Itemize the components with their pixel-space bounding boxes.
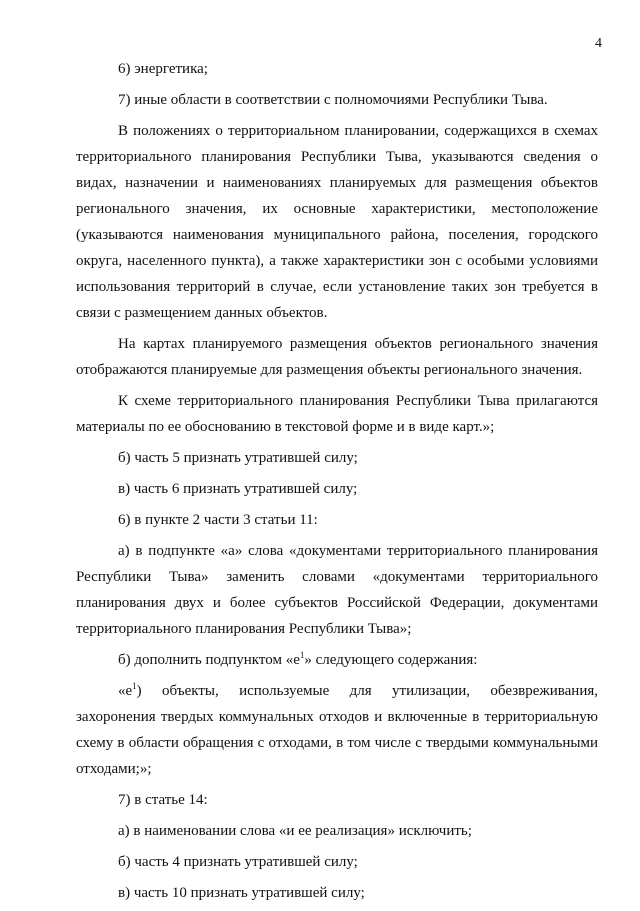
paragraph-scheme-materials: К схеме территориального планирования Республики Тыва прилагаются материалы по ее обоснованию в текстовой форме и в виде карт.»; [76,393,598,435]
paragraph-supplement [76,647,598,673]
paragraph-part-5: б) часть 5 признать утратившей силу; [118,450,358,466]
supplement-prefix: б) дополнить подпунктом «е [118,652,300,668]
page-number: 4 [595,36,602,51]
supplement-suffix: » следующего содержания: [304,652,478,668]
paragraph-title-words: а) в наименовании слова «и ее реализация» исключить; [118,823,472,839]
paragraph-other-areas: 7) иные области в соответствии с полномочиями Республики Тыва. [118,92,548,108]
paragraph-part-10: в) часть 10 признать утратившей силу; [118,885,365,901]
paragraph-quote [76,678,598,782]
quote-superscript: 1 [132,681,137,691]
paragraph-territorial-provisions: В положениях о территориальном планировании, содержащихся в схемах территориального планирования Республики Тыва, указываются сведения о видах, назначении и наименованиях планируемых для размещения объектов регионального значения, их основные характеристики, местоположение (указываются наименования муниципального района, поселения, городского округа, населенного пункта), а также характеристики зон с особыми условиями использования территорий в случае, если установление таких зон требуется в связи с размещением данных объектов. [76,123,598,321]
paragraph-maps: На картах планируемого размещения объектов регионального значения отображаются планируемые для размещения объекты регионального значения. [76,336,598,378]
supplement-superscript: 1 [299,650,305,660]
quote-prefix: «е [118,683,133,699]
document-body [76,56,598,911]
paragraph-article-11: 6) в пункте 2 части 3 статьи 11: [118,512,318,528]
paragraph-part-6: в) часть 6 признать утратившей силу; [118,481,358,497]
paragraph-energy: 6) энергетика; [118,61,208,77]
paragraph-subclause-a: а) в подпункте «а» слова «документами территориального планирования Республики Тыва» заменить словами «документами территориального планирования двух и более субъектов Российской Федерации, документами территориального планирования Республики Тыва»; [76,543,598,637]
paragraph-part-4: б) часть 4 признать утратившей силу; [118,854,358,870]
quote-suffix: ) объекты, используемые для утилизации, обезвреживания, захоронения твердых коммунальных отходов и включенные в территориальную схему в области обращения с отходами, в том числе с твердыми коммунальными отходами;»; [76,683,598,777]
paragraph-article-14: 7) в статье 14: [118,792,208,808]
